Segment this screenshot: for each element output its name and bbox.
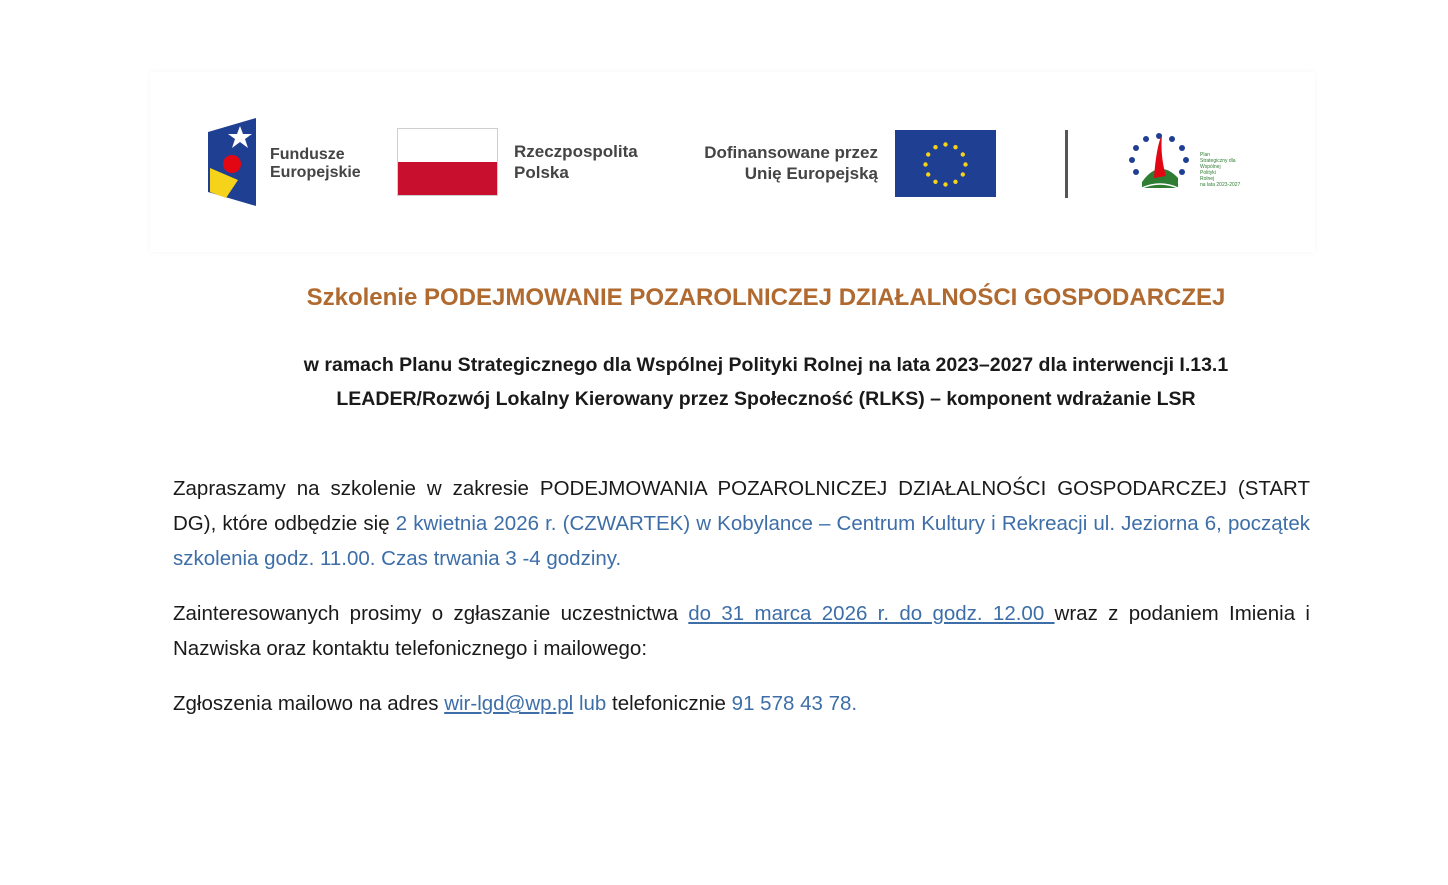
ps-wpr-logo-icon xyxy=(1120,128,1198,198)
title-prefix: Szkolenie xyxy=(306,284,424,311)
contact-phone-label: telefonicznie xyxy=(612,692,732,715)
eu-flag-icon xyxy=(895,130,996,197)
polish-flag-icon xyxy=(397,128,498,196)
ps-line2: Strategiczny dla xyxy=(1200,158,1236,164)
fundusze-europejskie-logo-icon xyxy=(208,118,256,206)
title-main: PODEJMOWANIE POZAROLNICZEJ DZIAŁALNOŚCI GOSPODARCZEJ xyxy=(423,284,1226,311)
page-title xyxy=(0,284,1448,312)
ps-wpr-label xyxy=(1200,152,1270,188)
ps-line1: Plan xyxy=(1200,152,1211,158)
fundusze-line1: Fundusze xyxy=(270,146,345,163)
subtitle-line1: w ramach Planu Strategicznego dla Wspólnej Polityki Rolnej na lata 2023–2027 dla interwencji I.13.1 xyxy=(303,354,1229,376)
logo-divider xyxy=(1065,130,1068,198)
fundusze-line2: Europejskie xyxy=(270,164,361,181)
phone-number: 91 578 43 78. xyxy=(731,692,858,715)
paragraph-contact xyxy=(173,686,1310,721)
ps-line3: Wspólnej xyxy=(1200,164,1221,170)
paragraph-invitation xyxy=(173,471,1310,576)
eu-line1: Dofinansowane przez xyxy=(704,143,878,162)
ps-line6: na lata 2023-2027 xyxy=(1200,182,1241,188)
registration-text: Zainteresowanych prosimy o zgłaszanie uczestnictwa xyxy=(173,602,689,625)
eu-line2: Unię Europejską xyxy=(744,164,878,183)
email-link[interactable]: wir-lgd@wp.pl xyxy=(444,692,574,715)
subtitle xyxy=(200,348,1332,416)
paragraph-registration xyxy=(173,596,1310,666)
eu-cofinanced-label xyxy=(688,142,878,184)
rzeczpospolita-polska-label xyxy=(514,141,638,183)
registration-deadline: do 31 marca 2026 r. do godz. 12.00 xyxy=(688,602,1055,625)
ps-line5: Rolnej xyxy=(1200,176,1215,182)
fundusze-europejskie-label xyxy=(270,146,361,182)
subtitle-line2: LEADER/Rozwój Lokalny Kierowany przez Społeczność (RLKS) – komponent wdrażanie LSR xyxy=(336,388,1196,410)
invitation-text: Zapraszamy na szkolenie w zakresie PODEJMOWANIA POZAROLNICZEJ DZIAŁALNOŚCI GOSPODARCZEJ (START DG), które odbędzie się xyxy=(173,477,1310,535)
registration-text-end: wraz z podaniem Imienia i Nazwiska oraz kontaktu telefonicznego i mailowego: xyxy=(173,602,1310,660)
rzeczpospolita-line1: Rzeczpospolita xyxy=(514,142,638,161)
rzeczpospolita-line2: Polska xyxy=(514,163,569,182)
ps-line4: Polityki xyxy=(1200,170,1216,176)
contact-or: lub xyxy=(573,692,612,715)
contact-text: Zgłoszenia mailowo na adres xyxy=(173,692,445,715)
event-details: 2 kwietnia 2026 r. (CZWARTEK) w Kobylance – Centrum Kultury i Rekreacji ul. Jeziorna 6, początek szkolenia godz. 11.00. Czas trwania 3 -4 godziny. xyxy=(173,512,1311,570)
